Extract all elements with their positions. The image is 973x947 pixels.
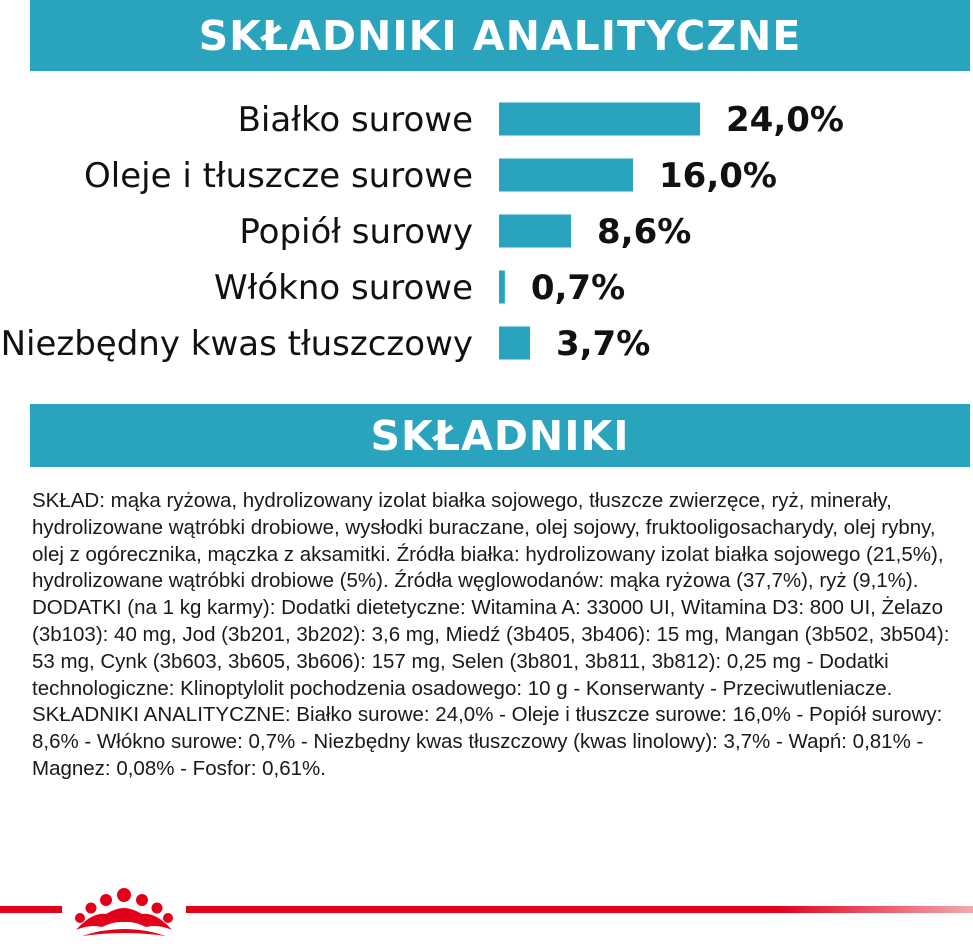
footer-red-line-left — [0, 906, 62, 913]
category-label: Oleje i tłuszcze surowe — [84, 156, 473, 196]
analytical-header-banner — [30, 0, 970, 71]
category-label: Włókno surowe — [214, 268, 473, 308]
analytical-bar-chart — [0, 88, 973, 378]
value-label: 0,7% — [530, 268, 626, 308]
category-label: Popiół surowy — [239, 212, 473, 252]
bar — [499, 271, 505, 304]
bar — [499, 103, 700, 136]
value-label: 3,7% — [555, 324, 651, 364]
ingredients-header-banner — [30, 404, 970, 467]
bar — [499, 327, 530, 360]
analytical-title: SKŁADNIKI ANALITYCZNE — [198, 11, 802, 60]
ingredients-title: SKŁADNIKI — [370, 411, 630, 460]
composition-paragraph-dodatki: DODATKI (na 1 kg karmy): Dodatki dietetyczne: Witamina A: 33000 UI, Witamina D3: 800 UI, Żelazo (3b103): 40 mg, Jod (3b201, 3b202): 3,6 mg, Miedź (3b405, 3b406): 15 mg, Mangan (3b502, 3b504): 53 mg, Cynk (3b603, 3b605, 3b606): 157 mg, Selen (3b801, 3b811, 3b812): 0,25 mg - Dodatki technologiczne: Klinoptylolit pochodzenia osadowego: 10 g - Konserwanty - Przeciwutleniacze. — [32, 596, 950, 700]
value-label: 8,6% — [597, 212, 692, 252]
bar — [499, 215, 571, 248]
category-label: Niezbędny kwas tłuszczowy — [0, 324, 473, 364]
royal-canin-crown-icon — [62, 886, 186, 944]
category-label: Białko surowe — [237, 100, 473, 140]
value-label: 24,0% — [726, 100, 844, 140]
composition-paragraph-analytical: SKŁADNIKI ANALITYCZNE: Białko surowe: 24,0% - Oleje i tłuszcze surowe: 16,0% - Popiół surowy: 8,6% - Włókno surowe: 0,7% - Niezbędny kwas tłuszczowy (kwas linolowy): 3,7% - Wapń: 0,81% - Magnez: 0,08% - Fosfor: 0,61%. — [32, 703, 943, 780]
composition-text — [32, 488, 967, 783]
footer-red-line-right — [186, 906, 973, 913]
composition-paragraph-sklad: SKŁAD: mąka ryżowa, hydrolizowany izolat białka sojowego, tłuszcze zwierzęce, ryż, minerały, hydrolizowane wątróbki drobiowe, wysłodki buraczane, olej sojowy, fruktooligosacharydy, olej rybny, olej z ogórecznika, mączka z aksamitki. Źródła białka: hydrolizowany izolat białka sojowego (21,5%), hydrolizowane wątróbki drobiowe (5%). Źródła węglowodanów: mąka ryżowa (37,7%), ryż (9,1%). — [32, 489, 944, 593]
value-label: 16,0% — [659, 156, 777, 196]
bar — [499, 159, 633, 192]
